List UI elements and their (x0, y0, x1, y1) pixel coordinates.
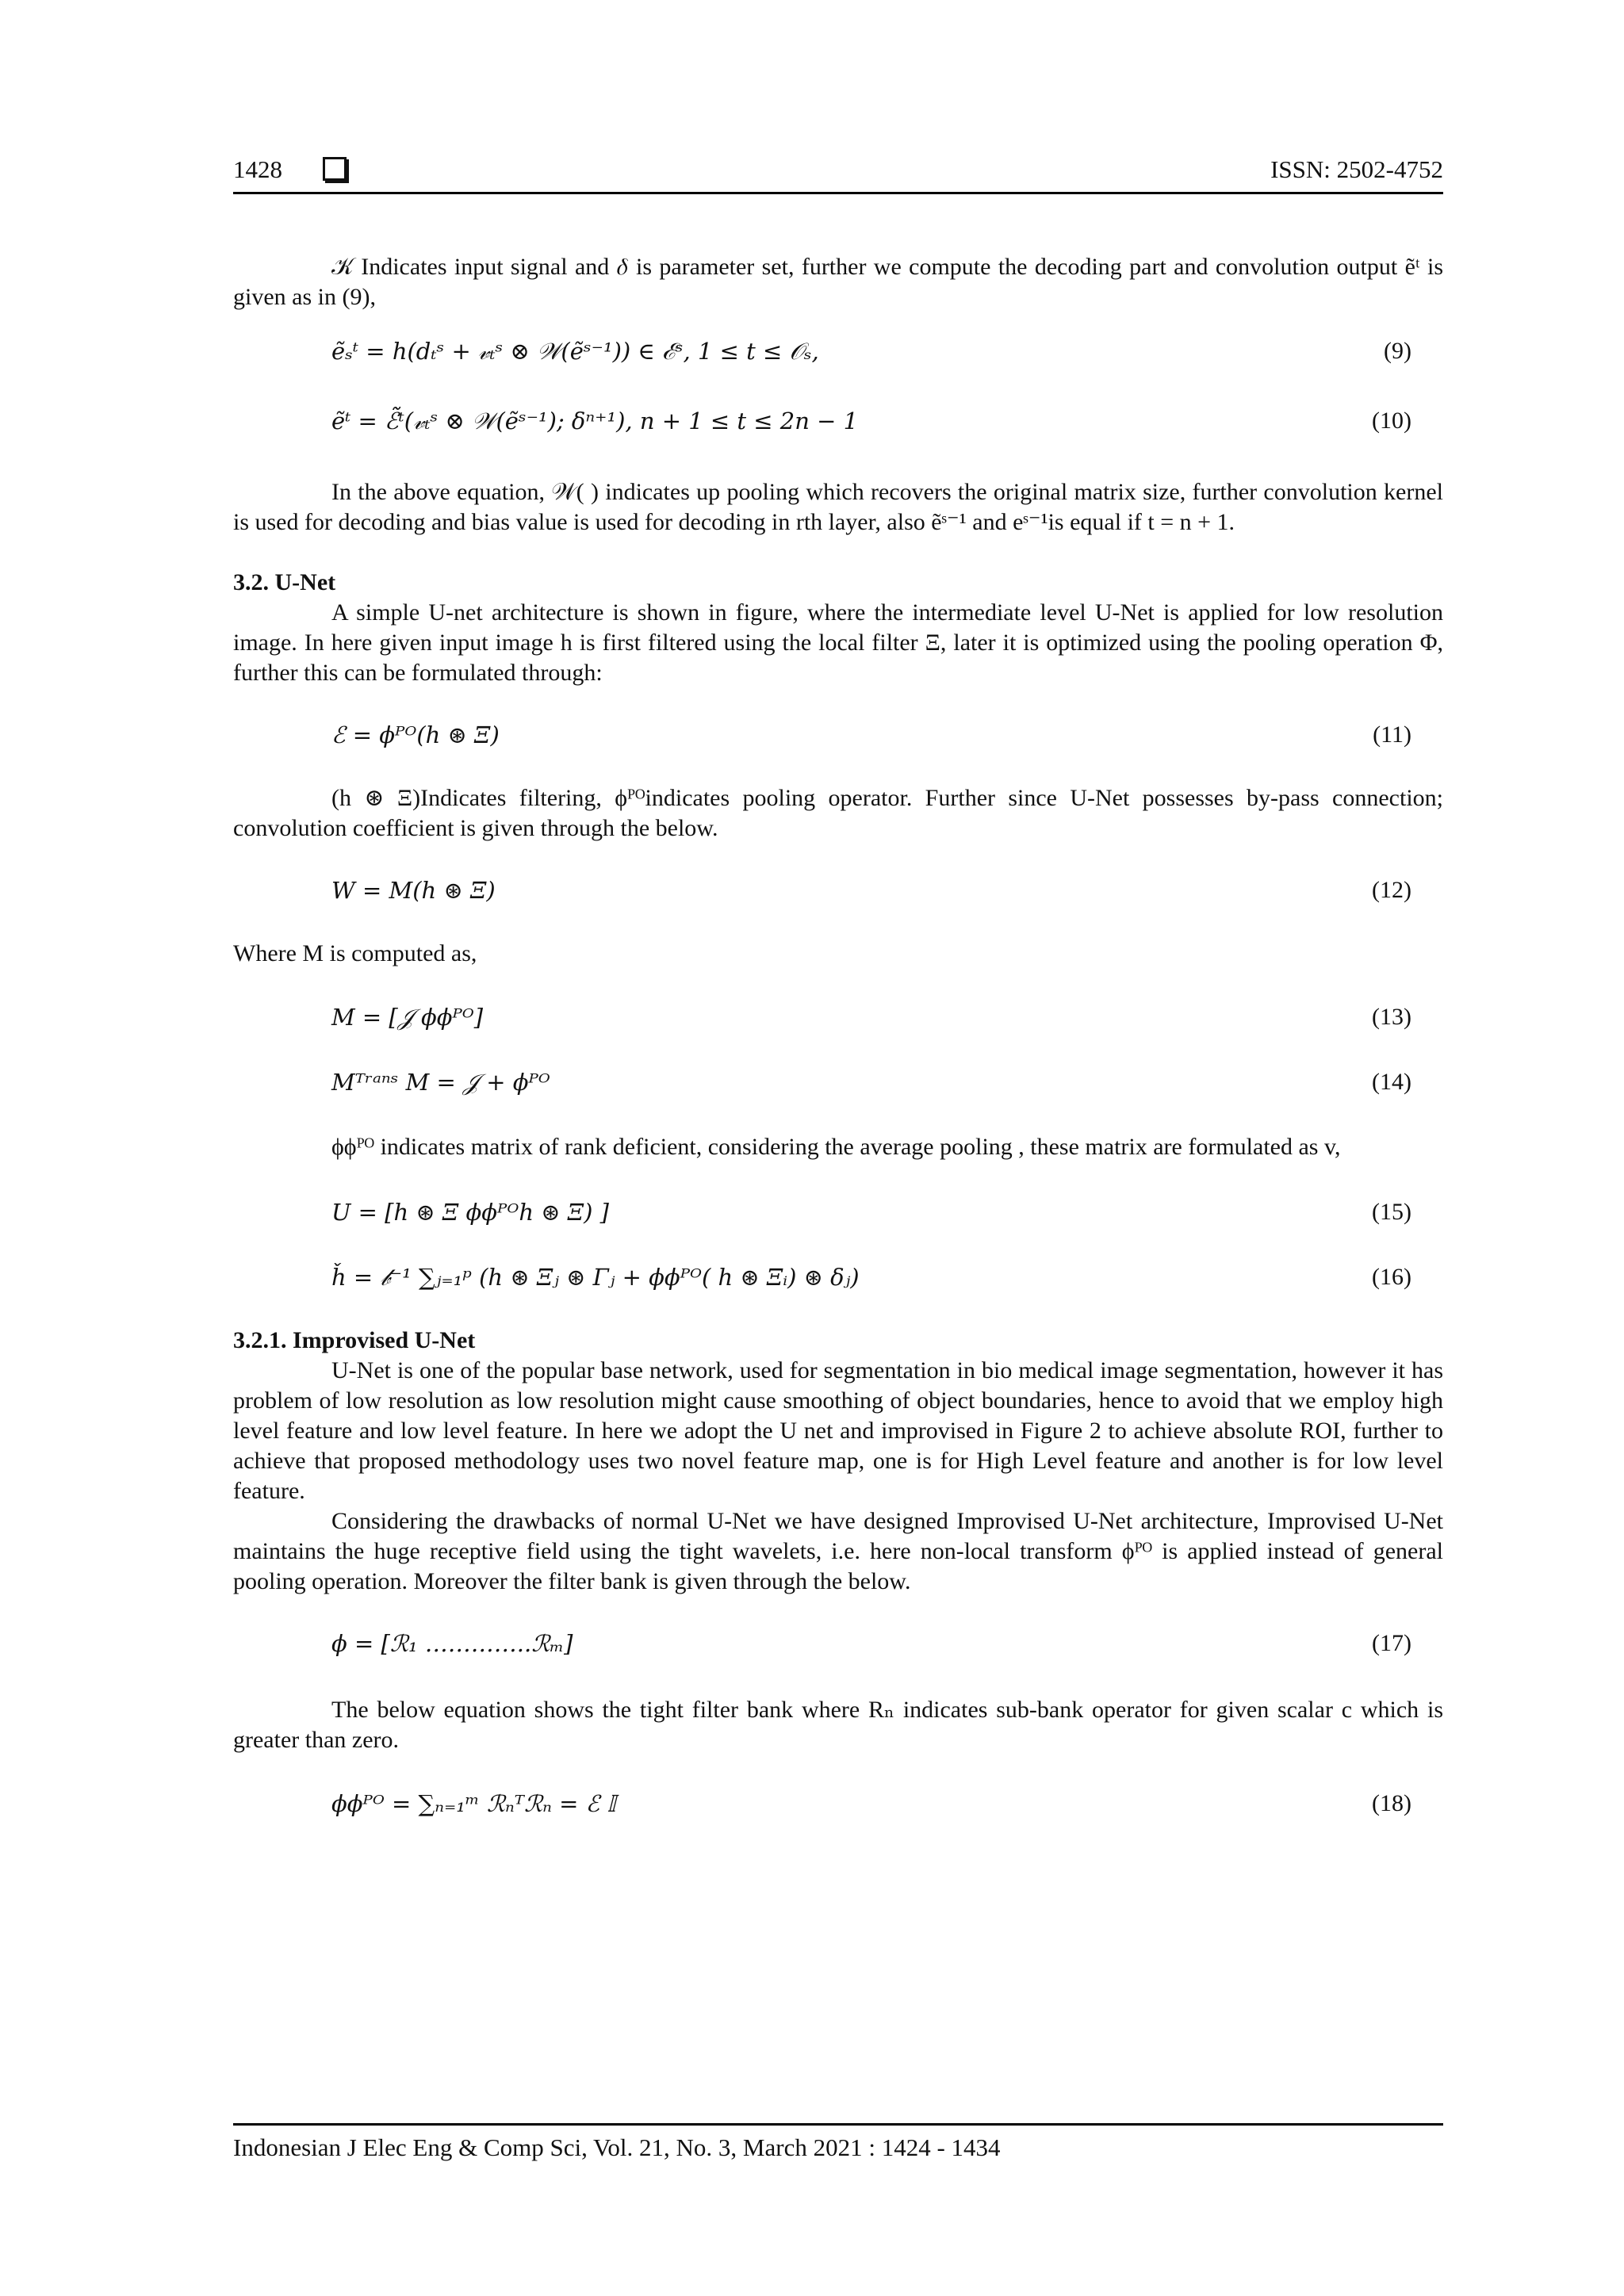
equation-14-body: Mᵀʳᵃⁿˢ M = 𝒥 + ϕᴾᴼ (331, 1069, 550, 1096)
page-content (233, 252, 1443, 1820)
equation-10 (233, 406, 1443, 438)
equation-16-number: (16) (1372, 1264, 1411, 1290)
equation-11-body: ℰ = ϕᴾᴼ(h ⊛ Ξ) (331, 721, 500, 748)
equation-11 (233, 720, 1443, 752)
equation-18-body: ϕϕᴾᴼ = ∑ₙ₌₁ᵐ ℛₙᵀℛₙ = ℰ 𝕀 (331, 1790, 616, 1817)
equation-9-number: (9) (1384, 338, 1411, 364)
page-number: 1428 (233, 155, 282, 183)
equation-16-body: ȟ = 𝒷⁻¹ ∑ⱼ₌₁ᵖ (h ⊛ Ξⱼ ⊛ Γⱼ + ϕϕᴾᴼ( h ⊛ Ξᵢ) ⊛ 𝛿ⱼ) (331, 1264, 860, 1291)
equation-17-number: (17) (1372, 1630, 1411, 1656)
equation-11-number: (11) (1373, 721, 1411, 748)
equation-12 (233, 875, 1443, 907)
equation-13-number: (13) (1372, 1004, 1411, 1030)
paragraph-5: Where M is computed as, (233, 940, 477, 966)
section-heading-3-2: 3.2. U-Net (233, 569, 336, 595)
equation-14 (233, 1067, 1443, 1099)
equation-17-body: ϕ = [ℛ₁ …………..ℛₘ] (331, 1630, 573, 1657)
paragraph-4: (h ⊛ Ξ)Indicates filtering, ϕᴾᴼindicates pooling operator. Further since U-Net possesses by-pass connection; convolution coefficient is given through the below. (233, 785, 1443, 841)
equation-10-body: ẽᵗ = ℰ̃ᵗ(𝓋ₜˢ ⊗ 𝒲(ẽˢ⁻¹); 𝛿ⁿ⁺¹), n + 1 ≤ t ≤ 2n − 1 (331, 408, 859, 434)
equation-16 (233, 1262, 1443, 1294)
paragraph-7: U-Net is one of the popular base network, used for segmentation in bio medical image segmentation, however it has problem of low resolution as low resolution might cause smoothing of object boundaries, hence to avoid that we employ high level feature and low level feature. In here we adopt the U net and improvised in Figure 2 to achieve absolute ROI, further to achieve that proposed methodology uses two novel feature map, one is for High Level feature and another is for low level feature. (233, 1357, 1443, 1504)
equation-9 (233, 336, 1443, 368)
equation-15-number: (15) (1372, 1199, 1411, 1225)
page-header (233, 151, 1443, 194)
section-heading-3-2-1: 3.2.1. Improvised U-Net (233, 1327, 476, 1353)
equation-13 (233, 1002, 1443, 1034)
equation-15 (233, 1197, 1443, 1229)
paragraph-1: 𝒦 Indicates input signal and 𝛿 is parameter set, further we compute the decoding part and convolution output ẽᵗ is given as in (9), (233, 254, 1443, 310)
paragraph-3: A simple U-net architecture is shown in figure, where the intermediate level U-Net is applied for low resolution image. In here given input image h is first filtered using the local filter Ξ, later it is optimized using the pooling operation Φ, further this can be formulated through: (233, 599, 1443, 686)
footer-citation: Indonesian J Elec Eng & Comp Sci, Vol. 21, No. 3, March 2021 : 1424 - 1434 (233, 2133, 1001, 2161)
issn: ISSN: 2502-4752 (1270, 155, 1443, 183)
equation-15-body: U = [h ⊛ Ξ ϕϕᴾᴼh ⊛ Ξ) ] (331, 1199, 609, 1226)
equation-18 (233, 1789, 1443, 1820)
paragraph-6: ϕϕᴾᴼ indicates matrix of rank deficient, considering the average pooling , these matrix are formulated as v, (331, 1134, 1341, 1160)
page-footer (233, 2123, 1443, 2161)
equation-14-number: (14) (1372, 1069, 1411, 1095)
paragraph-8: Considering the drawbacks of normal U-Net we have designed Improvised U-Net architecture, Improvised U-Net maintains the huge receptive field using the tight wavelets, i.e. here non-local transform ϕᴾᴼ is applied instead of general pooling operation. Moreover the filter bank is given through the below. (233, 1508, 1443, 1594)
equation-13-body: M = [𝒥 ϕϕᴾᴼ] (331, 1004, 484, 1031)
equation-9-body: ẽₛᵗ = h(dₜˢ + 𝓋ₜˢ ⊗ 𝒲(ẽˢ⁻¹)) ∈ ℰˢ, 1 ≤ t ≤ 𝒪ₛ, (331, 338, 819, 365)
equation-12-body: W = M(h ⊛ Ξ) (331, 877, 496, 904)
paragraph-9: The below equation shows the tight filter bank where Rₙ indicates sub-bank operator for given scalar c which is greater than zero. (233, 1697, 1443, 1753)
equation-10-number: (10) (1372, 408, 1411, 434)
box-icon (323, 157, 347, 181)
equation-17 (233, 1628, 1443, 1660)
equation-18-number: (18) (1372, 1790, 1411, 1816)
paragraph-2: In the above equation, 𝒲( ) indicates up pooling which recovers the original matrix size, further convolution kernel is used for decoding and bias value is used for decoding in rth layer, also ẽˢ⁻¹ and eˢ⁻¹is equal if t = n + 1. (233, 479, 1443, 535)
equation-12-number: (12) (1372, 877, 1411, 903)
